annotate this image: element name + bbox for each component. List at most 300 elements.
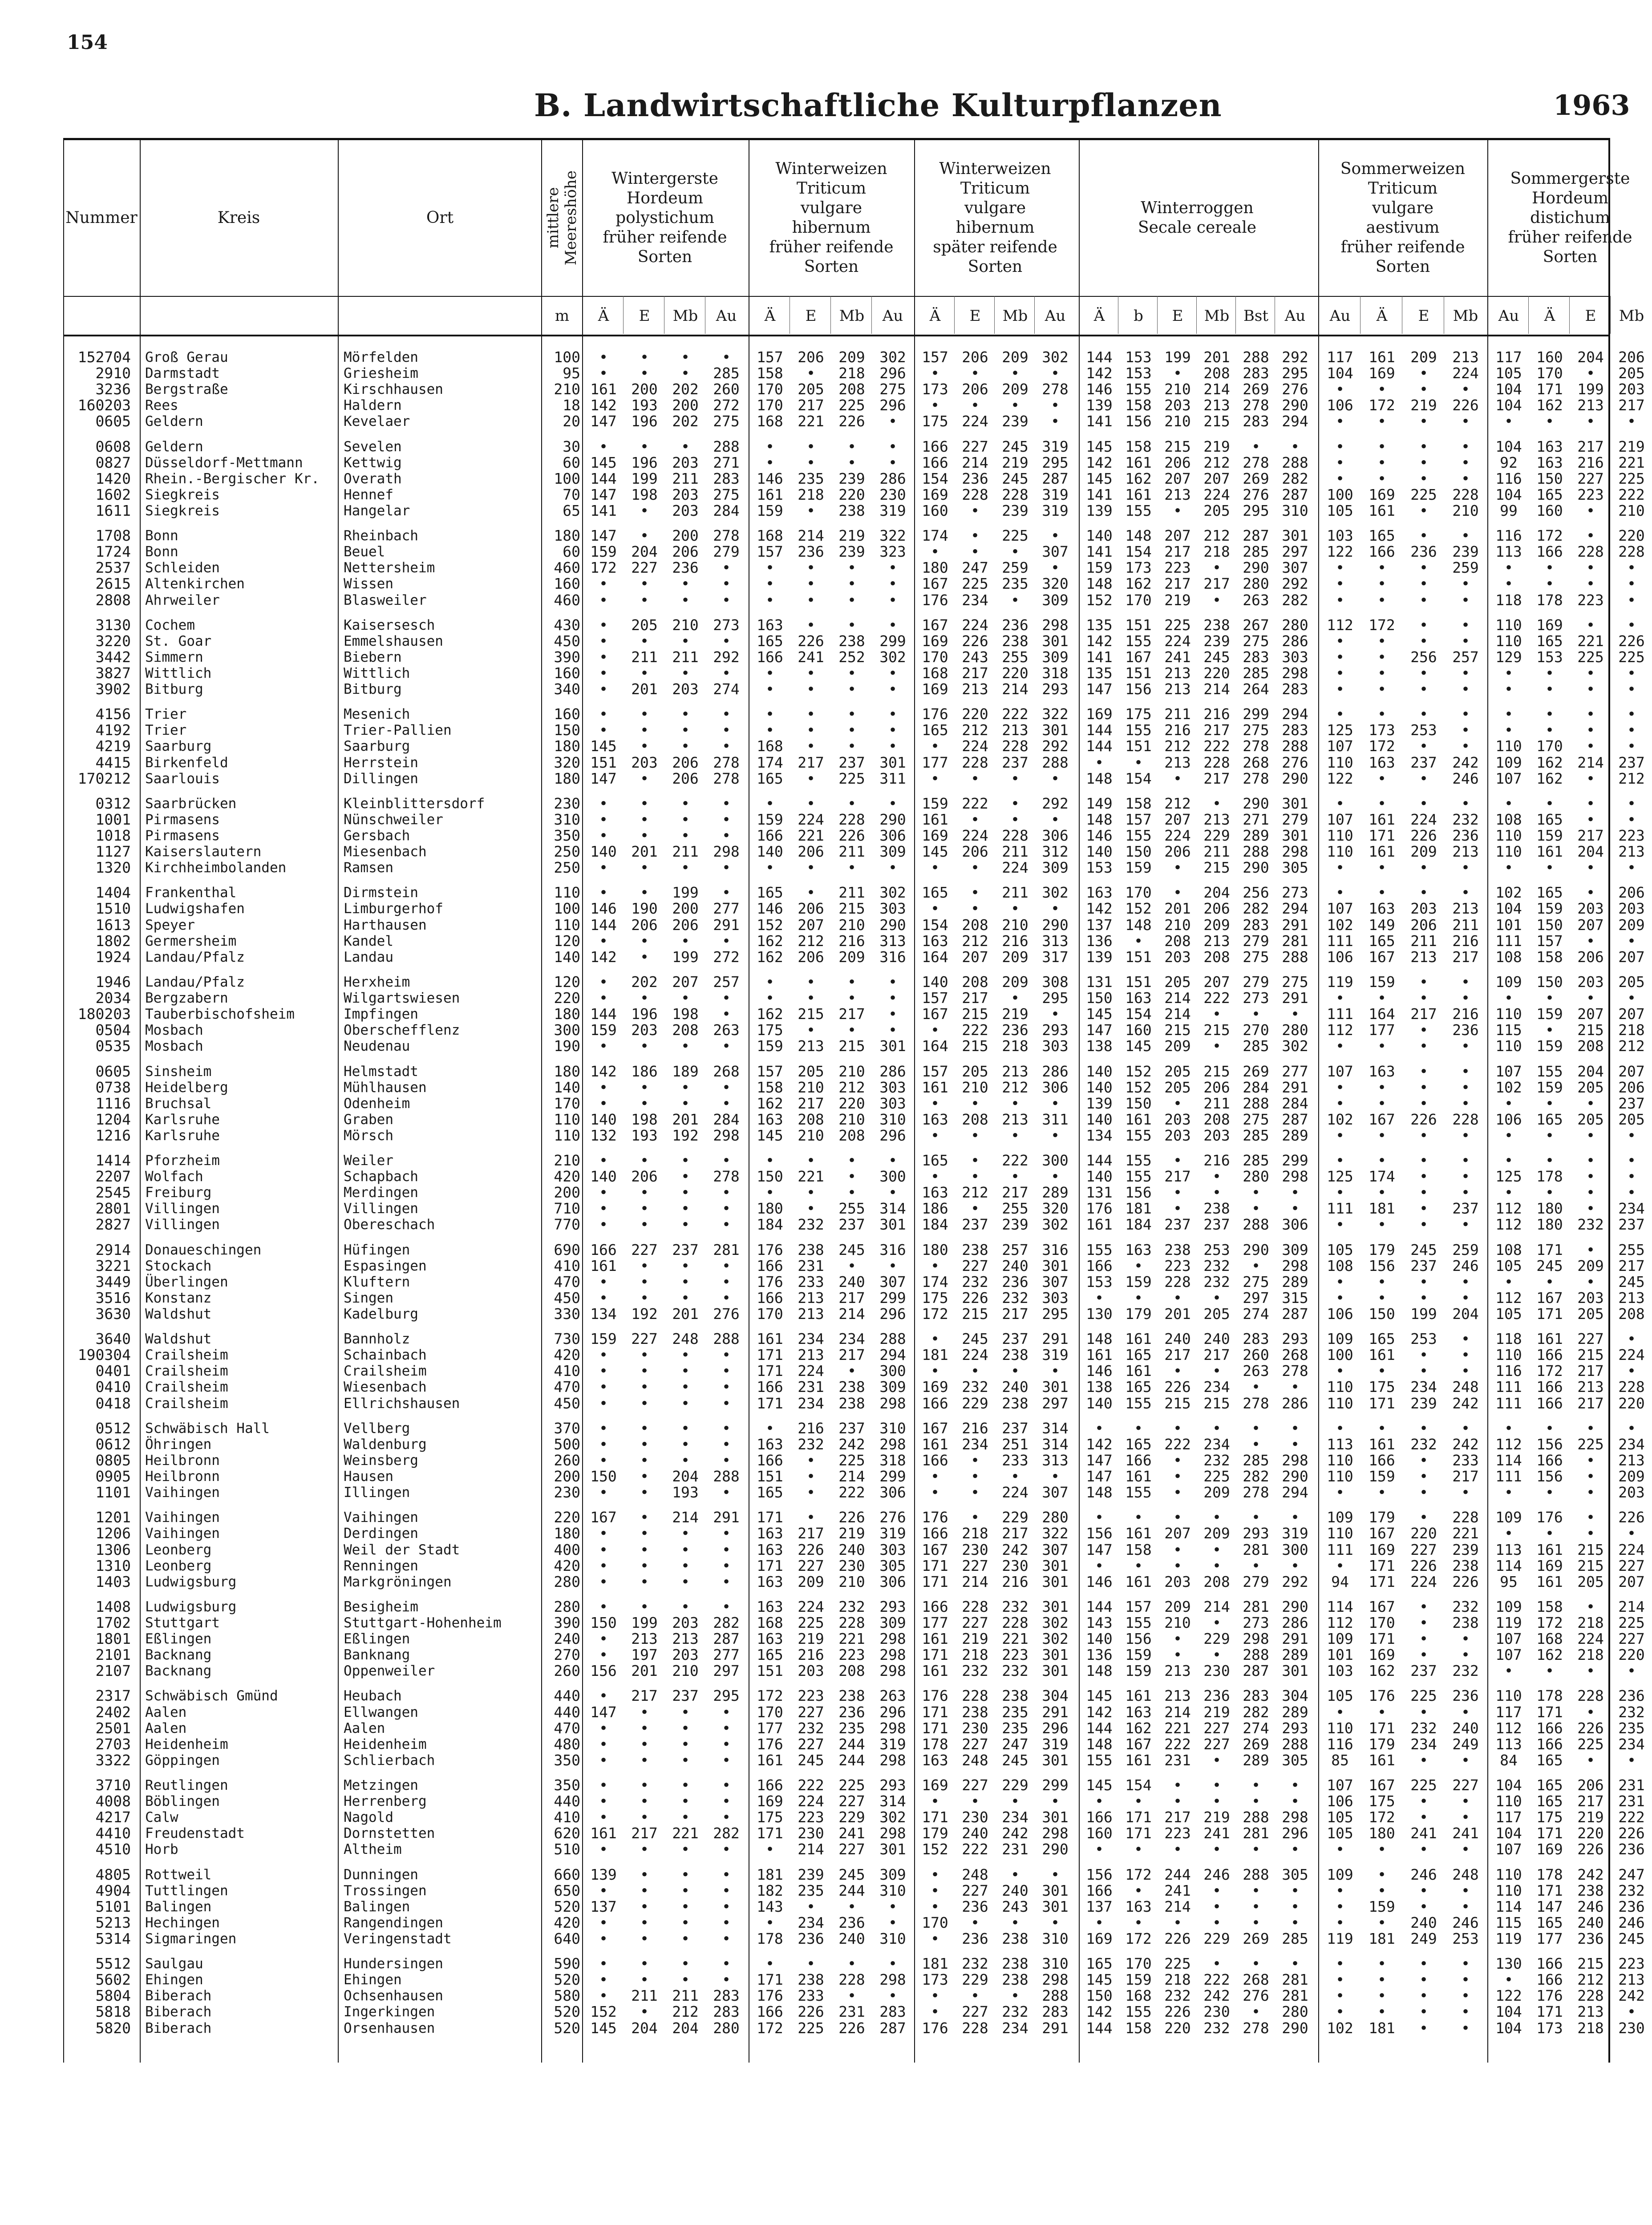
cell-value: 119 (1319, 974, 1361, 990)
cell-kreis: Schwäbisch Gmünd (145, 1688, 336, 1704)
cell-value: 296 (872, 1128, 913, 1144)
cell-meereshoehe: 440 (544, 1793, 580, 1809)
cell-value: 278 (706, 1169, 747, 1185)
cell-value: • (1570, 1185, 1611, 1201)
cell-value: 253 (1197, 1242, 1236, 1258)
cell-value: 105 (1488, 1258, 1529, 1274)
cell-value: • (872, 1956, 913, 1972)
cell-value: 171 (1361, 828, 1403, 844)
cell-value: 228 (995, 1615, 1035, 1631)
cell-ort: Dirmstein (344, 885, 539, 901)
cell-value: • (955, 528, 995, 544)
table-row (64, 901, 1608, 917)
cell-value: 145 (1080, 1006, 1119, 1022)
cell-value: 163 (1529, 439, 1570, 455)
cell-value: 205 (1570, 1306, 1611, 1322)
cell-value: • (1275, 1883, 1315, 1899)
cell-value: 281 (1236, 1825, 1275, 1841)
cell-value: 267 (1236, 617, 1275, 633)
cell-value: 239 (790, 1867, 831, 1883)
cell-value: 224 (790, 1363, 831, 1379)
cell-value: 140 (1080, 844, 1119, 860)
cell-value: • (624, 1452, 665, 1468)
cell-value: • (1570, 1752, 1611, 1768)
group-spacer (64, 697, 1608, 706)
cell-ort: Ingerkingen (344, 2004, 539, 2020)
cell-value: 105 (1319, 1688, 1361, 1704)
cell-value: 227 (955, 1558, 995, 1574)
cell-value: 319 (1035, 439, 1075, 455)
cell-value: • (790, 1153, 831, 1169)
cell-ort: Villingen (344, 1201, 539, 1217)
cell-value: • (583, 1631, 624, 1647)
cell-value: • (665, 1096, 706, 1112)
cell-value: 227 (955, 1883, 995, 1899)
cell-value: 112 (1488, 1217, 1529, 1233)
cell-value: 290 (1236, 796, 1275, 812)
cell-value: • (1445, 381, 1486, 397)
cell-value: • (995, 1128, 1035, 1144)
cell-value: 166 (1529, 1956, 1570, 1972)
cell-value: • (872, 576, 913, 592)
cell-value: 320 (1035, 1201, 1075, 1217)
cell-value: 112 (1488, 1290, 1529, 1306)
cell-value: 299 (872, 633, 913, 649)
cell-value: 220 (1611, 528, 1652, 544)
cell-value: 225 (1611, 649, 1652, 665)
cell-value: • (1611, 1128, 1652, 1144)
cell-value: 300 (872, 1169, 913, 1185)
cell-value: 217 (1158, 544, 1197, 560)
cell-value: 227 (1197, 1720, 1236, 1736)
cell-value: 161 (749, 1752, 790, 1768)
cell-value: • (1197, 592, 1236, 608)
cell-value: 234 (1611, 1436, 1652, 1452)
cell-value: • (1319, 990, 1361, 1006)
cell-value: 310 (872, 1112, 913, 1128)
cell-value: 148 (1080, 1736, 1119, 1752)
cell-nummer: 4904 (64, 1883, 131, 1899)
cell-value: • (1275, 1185, 1315, 1201)
cell-value: 104 (1488, 1825, 1529, 1841)
cell-value: 278 (1236, 455, 1275, 471)
cell-value: 291 (706, 917, 747, 933)
cell-value: 236 (1570, 1931, 1611, 1947)
cell-value: • (1361, 1988, 1403, 2004)
cell-value: • (1035, 365, 1075, 381)
cell-value: 214 (1197, 1599, 1236, 1615)
cell-value: • (1361, 592, 1403, 608)
cell-value: 224 (1403, 812, 1445, 828)
cell-value: 161 (1119, 1752, 1158, 1768)
cell-value: 223 (1611, 828, 1652, 844)
cell-value: 113 (1319, 1436, 1361, 1452)
cell-value: 142 (1080, 2004, 1119, 2020)
cell-ort: Obereschach (344, 1217, 539, 1233)
cell-meereshoehe: 250 (544, 844, 580, 860)
cell-value: 215 (1197, 860, 1236, 876)
cell-value: • (790, 974, 831, 990)
cell-value: • (583, 812, 624, 828)
cell-value: 237 (1611, 1217, 1652, 1233)
cell-value: • (1445, 1631, 1486, 1647)
cell-value: 209 (1611, 917, 1652, 933)
cell-value: 112 (1488, 1720, 1529, 1736)
cell-kreis: Mosbach (145, 1038, 336, 1054)
cell-value: 173 (1119, 560, 1158, 576)
cell-value: 217 (1197, 576, 1236, 592)
cell-value: 151 (1119, 617, 1158, 633)
cell-value: 203 (665, 681, 706, 697)
cell-value: 217 (790, 397, 831, 413)
cell-value: • (955, 365, 995, 381)
cell-value: 198 (624, 487, 665, 503)
cell-value: 155 (1119, 722, 1158, 738)
cell-nummer: 4410 (64, 1825, 131, 1841)
cell-value: 150 (1529, 917, 1570, 933)
cell-value: • (1445, 1956, 1486, 1972)
cell-value: • (1035, 1867, 1075, 1883)
cell-value: • (665, 812, 706, 828)
cell-value: 166 (1080, 1258, 1119, 1274)
cell-value: • (1488, 413, 1529, 429)
cell-value: • (1570, 885, 1611, 901)
cell-value: 298 (872, 1720, 913, 1736)
table-row (64, 633, 1608, 649)
cell-value: 213 (1611, 1290, 1652, 1306)
cell-kreis: Schwäbisch Hall (145, 1420, 336, 1436)
cell-value: 116 (1488, 528, 1529, 544)
cell-value: 178 (915, 1736, 955, 1752)
cell-value: 154 (1119, 1777, 1158, 1793)
cell-value: • (1611, 990, 1652, 1006)
cell-value: • (1158, 1485, 1197, 1501)
cell-value: 203 (665, 487, 706, 503)
cell-kreis: Mosbach (145, 1022, 336, 1038)
cell-value: 213 (995, 1112, 1035, 1128)
cell-value: 303 (1275, 649, 1315, 665)
cell-value: • (706, 1006, 747, 1022)
cell-value: 175 (1361, 1379, 1403, 1395)
cell-value: 210 (1445, 503, 1486, 519)
cell-value: • (706, 1542, 747, 1558)
cell-value: 226 (1445, 1574, 1486, 1590)
cell-value: 232 (995, 1290, 1035, 1306)
cell-value: 322 (1035, 1525, 1075, 1541)
cell-value: • (1403, 1128, 1445, 1144)
cell-value: 169 (915, 681, 955, 697)
cell-value: • (1158, 1793, 1197, 1809)
cell-value: • (1403, 560, 1445, 576)
cell-value: 203 (665, 503, 706, 519)
cell-value: • (831, 560, 872, 576)
cell-value: 144 (1080, 738, 1119, 754)
cell-value: • (1445, 706, 1486, 722)
cell-value: • (583, 1363, 624, 1379)
cell-value: • (915, 1988, 955, 2004)
cell-value: • (1403, 974, 1445, 990)
cell-value: 288 (1236, 1096, 1275, 1112)
cell-value: 215 (1158, 1396, 1197, 1412)
cell-value: 218 (995, 1038, 1035, 1054)
cell-value: 158 (749, 1080, 790, 1096)
cell-nummer: 2402 (64, 1704, 131, 1720)
cell-value: • (1445, 1899, 1486, 1915)
cell-value: 233 (790, 1274, 831, 1290)
cell-value: 218 (1197, 544, 1236, 560)
cell-value: • (1529, 1096, 1570, 1112)
cell-value: 310 (1275, 503, 1315, 519)
cell-value: • (706, 1347, 747, 1363)
cell-value: 288 (872, 1331, 913, 1347)
cell-value: • (1403, 1631, 1445, 1647)
cell-value: 167 (915, 617, 955, 633)
cell-kreis: Biberach (145, 2004, 336, 2020)
cell-value: 163 (749, 1599, 790, 1615)
cell-kreis: Konstanz (145, 1290, 336, 1306)
cell-value: 157 (915, 349, 955, 365)
cell-value: • (665, 1201, 706, 1217)
cell-value: • (1197, 1956, 1236, 1972)
group-spacer (64, 1501, 1608, 1509)
cell-value: 224 (1445, 365, 1486, 381)
cell-value: 221 (831, 1631, 872, 1647)
cell-value: 203 (1158, 1128, 1197, 1144)
cell-meereshoehe: 110 (544, 917, 580, 933)
cell-value: 275 (872, 381, 913, 397)
cell-value: • (1035, 1468, 1075, 1485)
table-row (64, 1988, 1608, 2004)
cell-value: • (915, 1022, 955, 1038)
cell-value: • (872, 439, 913, 455)
cell-value: 154 (1119, 771, 1158, 787)
cell-value: • (831, 706, 872, 722)
cell-value: 280 (1275, 1022, 1315, 1038)
cell-value: 305 (1275, 1752, 1315, 1768)
cell-value: 155 (1119, 1153, 1158, 1169)
cell-value: 161 (915, 1631, 955, 1647)
column-divider (994, 296, 995, 334)
cell-value: • (1529, 681, 1570, 697)
cell-value: 204 (1570, 844, 1611, 860)
cell-value: 220 (831, 1096, 872, 1112)
cell-value: 106 (1488, 1112, 1529, 1128)
cell-value: 246 (1611, 1915, 1652, 1931)
cell-value: 161 (1080, 1347, 1119, 1363)
cell-value: 224 (955, 617, 995, 633)
cell-value: 226 (1403, 1112, 1445, 1128)
table-row (64, 1599, 1608, 1615)
cell-ort: Kleinblittersdorf (344, 796, 539, 812)
cell-value: 238 (1158, 1242, 1197, 1258)
cell-value: 213 (624, 1631, 665, 1647)
cell-value: 226 (790, 2004, 831, 2020)
cell-value: • (831, 617, 872, 633)
cell-value: • (790, 681, 831, 697)
cell-value: 166 (749, 649, 790, 665)
unit-label: Ä (749, 297, 790, 335)
cell-value: 236 (995, 1022, 1035, 1038)
cell-value: • (1403, 990, 1445, 1006)
cell-value: • (1403, 1509, 1445, 1525)
cell-value: 237 (1403, 1663, 1445, 1679)
cell-value: • (1403, 1080, 1445, 1096)
cell-value: • (624, 949, 665, 965)
cell-kreis: Rhein.-Bergischer Kr. (145, 471, 336, 487)
cell-value: 205 (1611, 974, 1652, 990)
cell-ort: Espasingen (344, 1258, 539, 1274)
cell-value: 162 (1529, 397, 1570, 413)
cell-value: 234 (1611, 1201, 1652, 1217)
cell-value: • (1445, 1153, 1486, 1169)
cell-value: • (665, 633, 706, 649)
cell-ort: Hundersingen (344, 1956, 539, 1972)
cell-value: • (1197, 1883, 1236, 1899)
cell-value: • (1445, 576, 1486, 592)
cell-value: 237 (831, 1420, 872, 1436)
cell-value: 173 (915, 381, 955, 397)
cell-value: • (706, 1201, 747, 1217)
cell-value: • (583, 665, 624, 681)
cell-value: • (749, 974, 790, 990)
cell-value: 323 (872, 544, 913, 560)
cell-meereshoehe: 120 (544, 974, 580, 990)
cell-value: • (1361, 1956, 1403, 1972)
cell-value: 290 (1275, 2020, 1315, 2036)
table-row (64, 1258, 1608, 1274)
cell-value: • (583, 1736, 624, 1752)
cell-value: • (1529, 1485, 1570, 1501)
cell-value: 178 (1529, 592, 1570, 608)
cell-value: 141 (1080, 487, 1119, 503)
cell-value: 217 (1570, 828, 1611, 844)
cell-value: 156 (1119, 1631, 1158, 1647)
cell-value: • (995, 365, 1035, 381)
table-row (64, 528, 1608, 544)
group-spacer (64, 608, 1608, 617)
cell-value: 104 (1488, 439, 1529, 455)
cell-value: 298 (872, 1631, 913, 1647)
cell-value: • (583, 706, 624, 722)
row-group (64, 1420, 1608, 1501)
cell-value: 281 (1275, 1988, 1315, 2004)
cell-value: • (1445, 2020, 1486, 2036)
cell-value: • (915, 1258, 955, 1274)
cell-value: • (583, 1274, 624, 1290)
cell-value: • (624, 1599, 665, 1615)
cell-value: • (1403, 413, 1445, 429)
cell-nummer: 4156 (64, 706, 131, 722)
cell-value: • (583, 576, 624, 592)
cell-value: • (1445, 1169, 1486, 1185)
cell-value: • (1319, 796, 1361, 812)
cell-value: • (1403, 885, 1445, 901)
cell-value: • (624, 1258, 665, 1274)
cell-value: 157 (1119, 1599, 1158, 1615)
cell-value: • (1445, 860, 1486, 876)
cell-value: • (583, 1201, 624, 1217)
cell-ort: Nettersheim (344, 560, 539, 576)
cell-value: 210 (831, 1112, 872, 1128)
cell-value: 163 (1119, 1704, 1158, 1720)
cell-value: • (1529, 1663, 1570, 1679)
cell-value: 278 (1275, 1363, 1315, 1379)
cell-ort: Mörsch (344, 1128, 539, 1144)
cell-value: 227 (1197, 1736, 1236, 1752)
cell-value: 217 (995, 1185, 1035, 1201)
table-row (64, 1631, 1608, 1647)
cell-value: • (1319, 649, 1361, 665)
cell-kreis: Ehingen (145, 1972, 336, 1988)
cell-value: 276 (1236, 487, 1275, 503)
cell-value: 263 (1236, 1363, 1275, 1379)
cell-ort: Mesenich (344, 706, 539, 722)
cell-value: 282 (1275, 471, 1315, 487)
cell-value: 208 (1611, 1306, 1652, 1322)
cell-value: 236 (1403, 544, 1445, 560)
cell-kreis: Germersheim (145, 933, 336, 949)
cell-value: 219 (995, 455, 1035, 471)
cell-value: 215 (1158, 439, 1197, 455)
cell-value: 139 (1080, 503, 1119, 519)
cell-value: 147 (1080, 1542, 1119, 1558)
cell-value: • (624, 1956, 665, 1972)
cell-ort: Ellrichshausen (344, 1396, 539, 1412)
cell-value: 231 (1611, 1777, 1652, 1793)
cell-value: 213 (955, 681, 995, 697)
cell-value: • (1529, 1022, 1570, 1038)
cell-value: 217 (790, 755, 831, 771)
cell-value: 177 (1529, 1931, 1570, 1947)
cell-value: 216 (790, 1420, 831, 1436)
cell-value: • (1361, 1217, 1403, 1233)
table-row (64, 576, 1608, 592)
cell-value: 147 (583, 413, 624, 429)
cell-value: • (749, 1956, 790, 1972)
cell-value: 203 (1611, 901, 1652, 917)
unit-label: Mb (995, 297, 1035, 335)
cell-value: 140 (1080, 1080, 1119, 1096)
cell-value: 125 (1319, 722, 1361, 738)
cell-value: • (1403, 1793, 1445, 1809)
cell-value: 235 (995, 576, 1035, 592)
group-spacer (64, 876, 1608, 885)
table-row (64, 796, 1608, 812)
cell-value: 208 (955, 1112, 995, 1128)
cell-value: 158 (1119, 439, 1158, 455)
cell-meereshoehe: 280 (544, 1574, 580, 1590)
cell-meereshoehe: 210 (544, 381, 580, 397)
cell-nummer: 0612 (64, 1436, 131, 1452)
cell-value: 228 (831, 1972, 872, 1988)
cell-value: 148 (1080, 576, 1119, 592)
cell-value: 211 (665, 649, 706, 665)
cell-value: 235 (1611, 1720, 1652, 1736)
cell-value: 310 (872, 1883, 913, 1899)
cell-value: 163 (915, 1112, 955, 1128)
cell-value: 205 (624, 617, 665, 633)
cell-value: 290 (1236, 560, 1275, 576)
cell-value: • (1361, 1867, 1403, 1883)
cell-value: 214 (1611, 1599, 1652, 1615)
table-row (64, 1509, 1608, 1525)
cell-value: 115 (1488, 1022, 1529, 1038)
cell-value: 313 (1035, 933, 1075, 949)
cell-value: 238 (790, 1242, 831, 1258)
cell-value: • (583, 1420, 624, 1436)
cell-value: 169 (1080, 1931, 1119, 1947)
cell-kreis: Darmstadt (145, 365, 336, 381)
